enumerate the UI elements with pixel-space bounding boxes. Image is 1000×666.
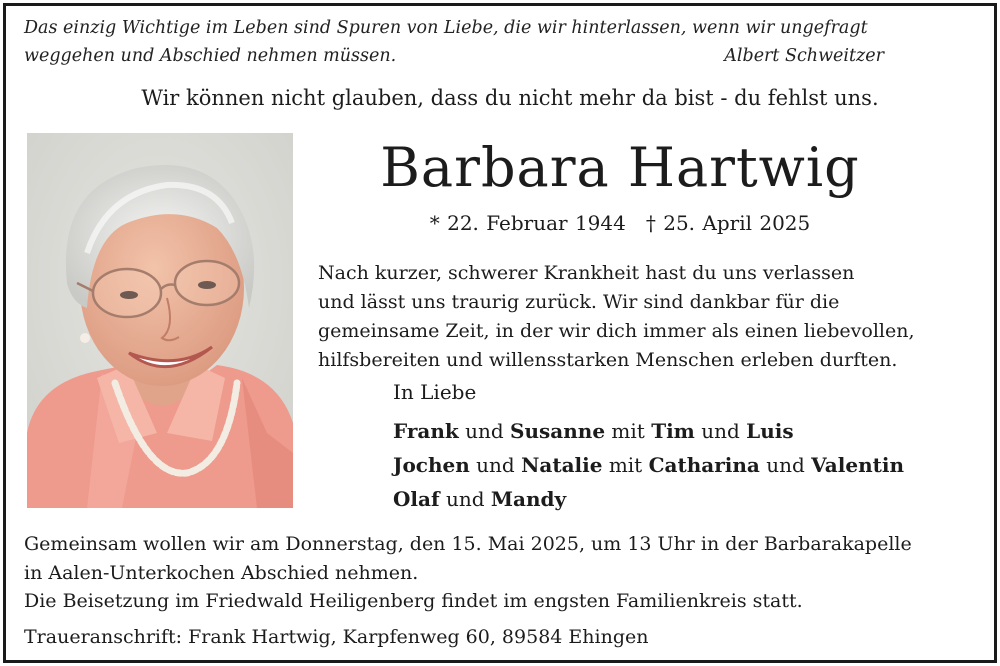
- birth-date: * 22. Februar 1944: [429, 211, 626, 235]
- mourner-name: Jochen: [393, 453, 470, 477]
- life-dates: [300, 211, 940, 235]
- connector-word: mit: [608, 453, 643, 477]
- deceased-name: Barbara Hartwig: [380, 136, 860, 199]
- connector-word: und: [465, 419, 504, 443]
- quote-line-1: Das einzig Wichtige im Leben sind Spuren von Liebe, die wir hinterlassen, wenn wir ungefragt: [24, 18, 868, 38]
- mourner-name: Olaf: [393, 487, 440, 511]
- message-line: Nach kurzer, schwerer Krankheit hast du uns verlassen: [318, 262, 855, 284]
- message-line: und lässt uns traurig zurück. Wir sind dankbar für die: [318, 291, 840, 313]
- memorial-service-info: [24, 530, 984, 588]
- mourner-name: Mandy: [490, 487, 567, 511]
- mourners-row-2: [393, 448, 904, 482]
- mourner-name: Natalie: [521, 453, 603, 477]
- service-line: Gemeinsam wollen wir am Donnerstag, den 15. Mai 2025, um 13 Uhr in der Barbarakapelle: [24, 533, 912, 555]
- connector-word: mit: [611, 419, 645, 443]
- connector-word: und: [445, 487, 485, 511]
- portrait-illustration: [27, 133, 293, 508]
- mourner-name: Valentin: [811, 453, 905, 477]
- headline: Wir können nicht glauben, dass du nicht mehr da bist - du fehlst uns.: [141, 86, 879, 110]
- message-line: gemeinsame Zeit, in der wir dich immer als einen liebevollen,: [318, 320, 915, 342]
- message-line: hilfsbereiten und willensstarken Menschen erleben durften.: [318, 349, 898, 371]
- mourners-list: [393, 414, 904, 516]
- connector-word: und: [766, 453, 805, 477]
- mourners-row-3: [393, 482, 904, 516]
- mourners-row-1: [393, 414, 904, 448]
- quote-author: Albert Schweitzer: [724, 46, 884, 66]
- mourner-name: Tim: [651, 419, 695, 443]
- signoff: In Liebe: [393, 380, 477, 404]
- epigraph-quote: [24, 14, 884, 70]
- mourner-name: Luis: [746, 419, 794, 443]
- mourner-name: Susanne: [510, 419, 606, 443]
- connector-word: und: [701, 419, 740, 443]
- death-date: † 25. April 2025: [645, 211, 811, 235]
- burial-info: Die Beisetzung im Friedwald Heiligenberg findet im engsten Familienkreis statt.: [24, 590, 803, 612]
- condolence-address: Traueranschrift: Frank Hartwig, Karpfenweg 60, 89584 Ehingen: [24, 626, 649, 648]
- connector-word: und: [476, 453, 515, 477]
- service-line: in Aalen-Unterkochen Abschied nehmen.: [24, 562, 419, 584]
- portrait-photo: [27, 133, 293, 508]
- mourner-name: Catharina: [648, 453, 760, 477]
- quote-line-2: weggehen und Abschied nehmen müssen.: [24, 46, 397, 66]
- mourner-name: Frank: [393, 419, 459, 443]
- farewell-message: [318, 259, 958, 375]
